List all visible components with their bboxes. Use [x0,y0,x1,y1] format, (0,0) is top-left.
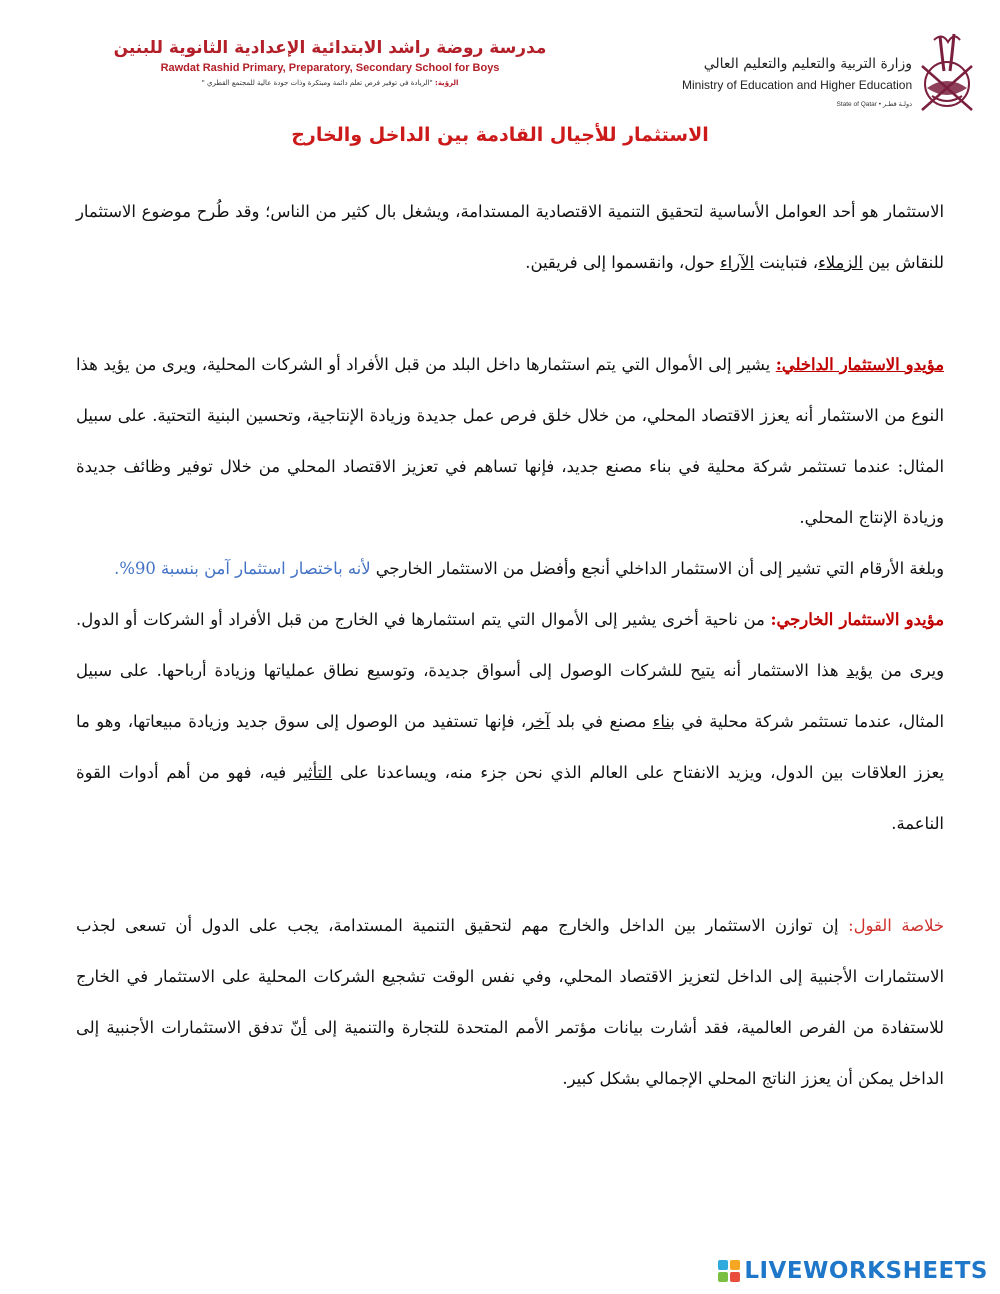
liveworksheets-brand: LIVEWORKSHEETS [744,1258,988,1284]
domestic-paragraph: مؤيدو الاستثمار الداخلي: يشير إلى الأموال التي يتم استثمارها داخل البلد من قبل الأفراد أو الشركات المحلية، ويرى من يؤيد هذا النوع من الاستثمار أنه يعزز الاقتصاد المحلي، من خلال خلق فرص عمل جديدة وزيادة الإنتاجية، وتحسين البنية التحتية. على سبيل المثال: عندما تستثمر شركة محلية في بناء مصنع جديد، فإنها تساهم في تعزيز الاقتصاد المحلي من خلال توفير وظائف جديدة وزيادة الإنتاج المحلي. [76,355,944,527]
highlighted-statement: لأنه باختصار استثمار آمن بنسبة 90%. [114,559,371,578]
document-body [76,186,944,1104]
ministry-name-arabic: وزارة التربية والتعليم والتعليم العالي [703,56,912,72]
underlined-word: الزملاء [818,253,863,272]
underlined-word: التأثير [294,763,333,782]
page-header [0,10,1000,110]
vision-text: "الريادة في توفير فرص تعلم دائمة ومبتكرة وذات جودة عالية للمجتمع القطري " [201,79,433,87]
underlined-word: يؤيد [846,661,873,680]
liveworksheets-footer [718,1256,988,1286]
conclusion-paragraph: خلاصة القول: إن توازن الاستثمار بين الداخل والخارج مهم لتحقيق التنمية المستدامة، يجب على الدول أن تسعى لجذب الاستثمارات الأجنبية إلى الداخل لتعزيز الاقتصاد المحلي، وفي نفس الوقت تشجيع الشركات المحلية على الاستثمار في الخارج للاستفادة من الفرص العالمية، فقد أشارت بيانات مؤتمر الأمم المتحدة للتجارة والتنمية إلى أنّ تدفق الاستثمارات الأجنبية إلى الداخل يمكن أن يعزز الناتج المحلي الإجمالي بشكل كبير. [76,916,944,1088]
liveworksheets-logo-icon [718,1260,740,1282]
foreign-heading: مؤيدو الاستثمار الخارجي: [770,610,944,629]
ministry-name-english: Ministry of Education and Higher Education [682,78,913,92]
vision-label: الرؤية: [435,79,459,87]
underlined-word: بناء [652,712,675,731]
school-vision [100,79,560,87]
school-info [100,38,560,87]
school-name-arabic: مدرسة روضة راشد الابتدائية الإعدادية الثانوية للبنين [113,38,547,58]
domestic-figures-paragraph: وبلغة الأرقام التي تشير إلى أن الاستثمار الداخلي أنجع وأفضل من الاستثمار الخارجي لأنه باختصار استثمار آمن بنسبة 90%. [114,559,944,578]
qatar-emblem-icon [912,26,982,116]
underlined-word: إن [821,916,839,935]
spacer [76,288,944,339]
underlined-word: أنّ [290,1018,307,1037]
underlined-word: آخر [526,712,550,731]
conclusion-heading: خلاصة القول: [848,916,944,935]
foreign-paragraph: مؤيدو الاستثمار الخارجي: من ناحية أخرى يشير إلى الأموال التي يتم استثمارها في الخارج من قبل الأفراد أو الشركات أو الدول. ويرى من يؤيد هذا الاستثمار أنه يتيح للشركات الوصول إلى أسواق جديدة، وتوسيع نطاق عملياتها وزيادة أرباحها. على سبيل المثال، عندما تستثمر شركة محلية في بناء مصنع في بلد آخر، فإنها تستفيد من الوصول إلى سوق جديد وزيادة مبيعاتها، وهو ما يعزز العلاقات بين الدول، ويزيد الانفتاح على العالم الذي نحن جزء منه، ويساعدنا على التأثير فيه، فهو من أهم أدوات القوة الناعمة. [76,610,945,833]
ministry-info [672,26,992,118]
domestic-heading: مؤيدو الاستثمار الداخلي: [775,355,944,374]
school-name-english: Rawdat Rashid Primary, Preparatory, Secondary School for Boys [160,62,500,74]
intro-paragraph: الاستثمار هو أحد العوامل الأساسية لتحقيق التنمية الاقتصادية المستدامة، ويشغل بال كثير من الناس؛ وقد طُرح موضوع الاستثمار للنقاش بين الزملاء، فتباينت الآراء حول، وانقسموا إلى فريقين. [76,202,944,272]
document-title: الاستثمار للأجيال القادمة بين الداخل والخارج [291,124,709,146]
state-of-qatar: State of Qatar • دولـة قطـر [836,101,912,108]
underlined-word: الآراء [719,253,755,272]
spacer [76,849,944,900]
